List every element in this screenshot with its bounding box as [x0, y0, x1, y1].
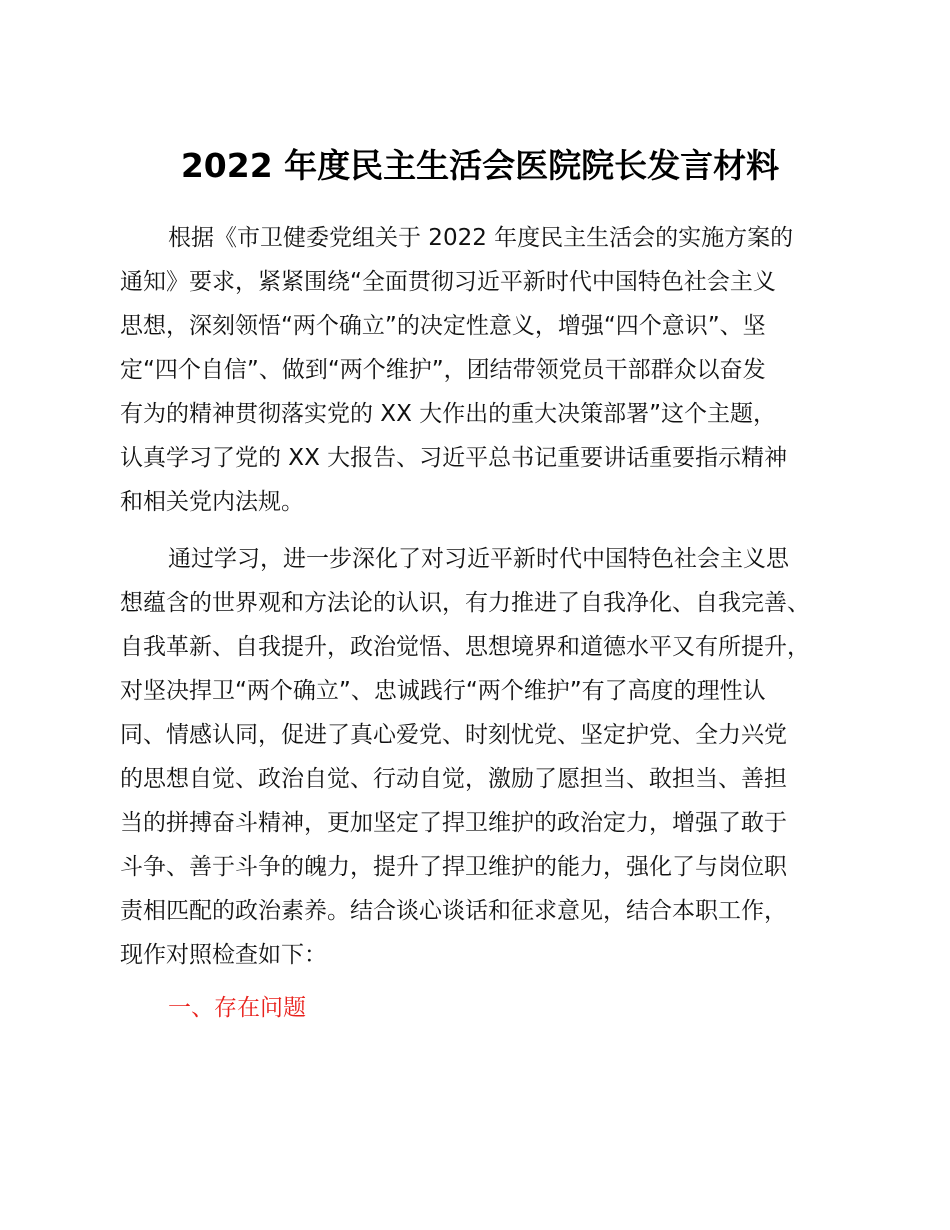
- paragraph-line: 通知》要求，紧紧围绕“全面贯彻习近平新时代中国特色社会主义: [120, 269, 776, 295]
- paragraph-line: 斗争、善于斗争的魄力，提升了捍卫维护的能力，强化了与岗位职: [120, 854, 787, 880]
- paragraph-line: 现作对照检查如下：: [120, 942, 327, 968]
- paragraph-line: 有为的精神贯彻落实党的 XX 大作出的重大决策部署”这个主题，: [120, 401, 777, 427]
- paragraph-line: 根据《市卫健委党组关于 2022 年度民主生活会的实施方案的: [168, 225, 794, 251]
- paragraph-line: 想蕴含的世界观和方法论的认识，有力推进了自我净化、自我完善、: [120, 590, 810, 616]
- paragraph-line: 通过学习，进一步深化了对习近平新时代中国特色社会主义思: [168, 546, 789, 572]
- paragraph-line: 对坚决捍卫“两个确立”、忠诚践行“两个维护”有了高度的理性认: [120, 678, 766, 704]
- paragraph-line: 思想，深刻领悟“两个确立”的决定性意义，增强“四个意识”、坚: [120, 313, 766, 339]
- paragraph-line: 定“四个自信”、做到“两个维护”，团结带领党员干部群众以奋发: [120, 357, 766, 383]
- paragraph-line: 自我革新、自我提升，政治觉悟、思想境界和道德水平又有所提升，: [120, 634, 810, 660]
- paragraph-line: 当的拼搏奋斗精神，更加坚定了捍卫维护的政治定力，增强了敢于: [120, 810, 787, 836]
- paragraph-line: 同、情感认同，促进了真心爱党、时刻忧党、坚定护党、全力兴党: [120, 722, 787, 748]
- section-heading: 一、存在问题: [168, 995, 306, 1021]
- document-title: 2022 年度民主生活会医院院长发言材料: [180, 146, 780, 185]
- paragraph-line: 责相匹配的政治素养。结合谈心谈话和征求意见，结合本职工作，: [120, 898, 787, 924]
- paragraph-line: 和相关党内法规。: [120, 489, 304, 515]
- paragraph-line: 的思想自觉、政治自觉、行动自觉，激励了愿担当、敢担当、善担: [120, 766, 787, 792]
- paragraph-line: 认真学习了党的 XX 大报告、习近平总书记重要讲话重要指示精神: [120, 445, 788, 471]
